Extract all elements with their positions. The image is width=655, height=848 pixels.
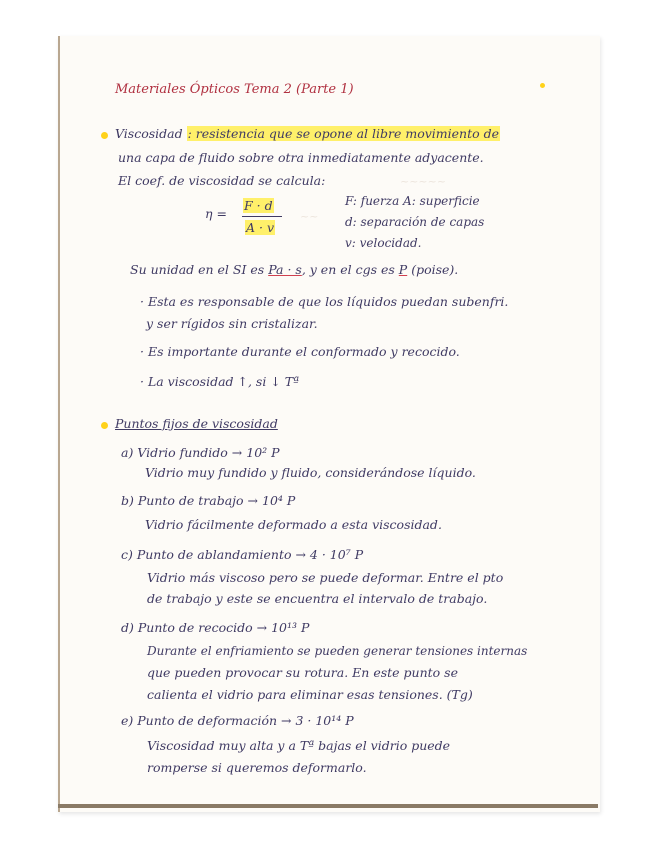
punto-a-head: a) Vidrio fundido → 10² P: [121, 445, 280, 460]
punto-e-desc-2: romperse si queremos deformarlo.: [147, 760, 367, 775]
unit-line-mid: , y en el cgs es: [301, 262, 395, 277]
punto-e-desc-1: Viscosidad muy alta y a Tª bajas el vidrio puede: [147, 738, 451, 753]
formula-legend-2: d: separación de capas: [345, 215, 485, 229]
formula-legend-1: F: fuerza A: superficie: [345, 194, 480, 208]
bullet-puntos: [101, 422, 108, 429]
punto-d-desc-2: que pueden provocar su rotura. En este punto se: [147, 665, 458, 680]
punto-c-head: c) Punto de ablandamiento → 4 · 10⁷ P: [121, 547, 364, 562]
formula-fraction-bar: [242, 216, 282, 217]
viscosidad-definition-highlight: : resistencia que se opone al libre movimiento de: [187, 126, 499, 141]
unit-line-post: (poise).: [411, 262, 459, 277]
punto-b-head: b) Punto de trabajo → 10⁴ P: [121, 493, 296, 508]
note-2: · Es importante durante el conformado y recocido.: [140, 344, 460, 359]
punto-e-head: e) Punto de deformación → 3 · 10¹⁴ P: [121, 713, 354, 728]
punto-c-desc-1: Vidrio más viscoso pero se puede deformar. Entre el pto: [147, 570, 504, 585]
bleed-through-mark: ~~~~~: [400, 175, 447, 188]
punto-a-desc: Vidrio muy fundido y fluido, considerándose líquido.: [145, 465, 476, 480]
bullet-viscosidad: [101, 132, 108, 139]
punto-d-desc-1: Durante el enfriamiento se pueden generar tensiones internas: [147, 644, 528, 658]
punto-d-desc-3: calienta el vidrio para eliminar esas tensiones. (Tg): [147, 687, 473, 702]
note-1: · Esta es responsable de que los líquidos puedan subenfri.: [140, 294, 509, 309]
highlight-dot: [540, 83, 545, 88]
note-3: · La viscosidad ↑, si ↓ Tª: [140, 374, 300, 389]
formula-denominator: A · v: [246, 220, 275, 235]
viscosidad-line-1: [115, 128, 500, 141]
viscosidad-term: Viscosidad: [115, 126, 183, 141]
unit-cgs: P: [398, 262, 408, 277]
bleed-through-mark: ~~: [300, 210, 319, 223]
page-title: Materiales Ópticos Tema 2 (Parte 1): [115, 82, 354, 97]
viscosidad-line-2: una capa de fluido sobre otra inmediatamente adyacente.: [118, 150, 484, 165]
unit-line-pre: Su unidad en el SI es: [130, 262, 265, 277]
coef-line: El coef. de viscosidad se calcula:: [118, 173, 326, 188]
unit-si: Pa · s: [268, 262, 302, 277]
formula-numerator: F · d: [244, 198, 273, 213]
unit-line: [130, 264, 458, 277]
punto-c-desc-2: de trabajo y este se encuentra el intervalo de trabajo.: [147, 591, 488, 606]
punto-d-head: d) Punto de recocido → 10¹³ P: [121, 620, 310, 635]
formula-legend-3: v: velocidad.: [345, 236, 422, 250]
page-bottom-edge: [58, 804, 598, 808]
punto-b-desc: Vidrio fácilmente deformado a esta viscosidad.: [145, 517, 442, 532]
note-1-cont: y ser rígidos sin cristalizar.: [146, 316, 318, 331]
formula-lhs: η =: [205, 206, 227, 221]
puntos-header: Puntos fijos de viscosidad: [115, 416, 278, 431]
